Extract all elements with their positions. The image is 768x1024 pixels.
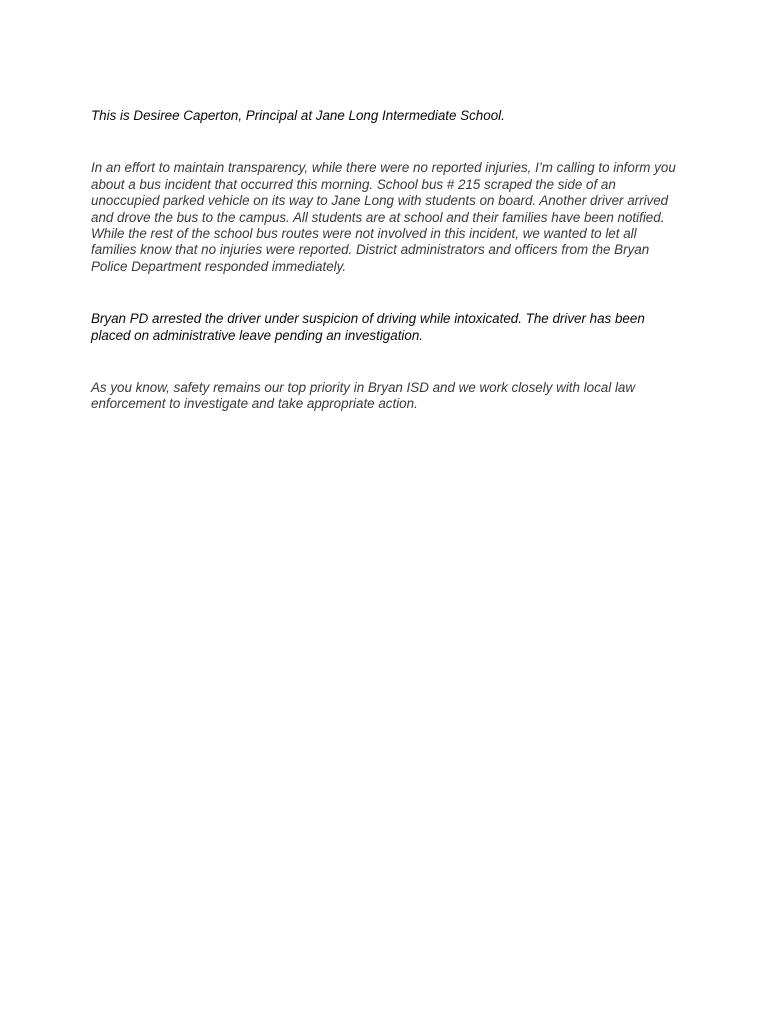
arrest-paragraph: Bryan PD arrested the driver under suspicion of driving while intoxicated. The driver has been placed on administrative leave pending an investigation. bbox=[91, 311, 645, 343]
incident-paragraph: In an effort to maintain transparency, while there were no reported injuries, I’m calling to inform you about a bus incident that occurred this morning. School bus # 215 scraped the side of an unoccupied parked vehicle on its way to Jane Long with students on board. Another driver arrived and drove the bus to the campus. All students are at school and their families have been notified. While the rest of the school bus routes were not involved in this incident, we wanted to let all families know that no injuries were reported. District administrators and officers from the Bryan Police Department responded immediately. bbox=[91, 160, 676, 274]
intro-paragraph: This is Desiree Caperton, Principal at Jane Long Intermediate School. bbox=[91, 108, 505, 123]
document-body bbox=[91, 108, 681, 413]
safety-paragraph: As you know, safety remains our top priority in Bryan ISD and we work closely with local law enforcement to investigate and take appropriate action. bbox=[91, 380, 636, 412]
